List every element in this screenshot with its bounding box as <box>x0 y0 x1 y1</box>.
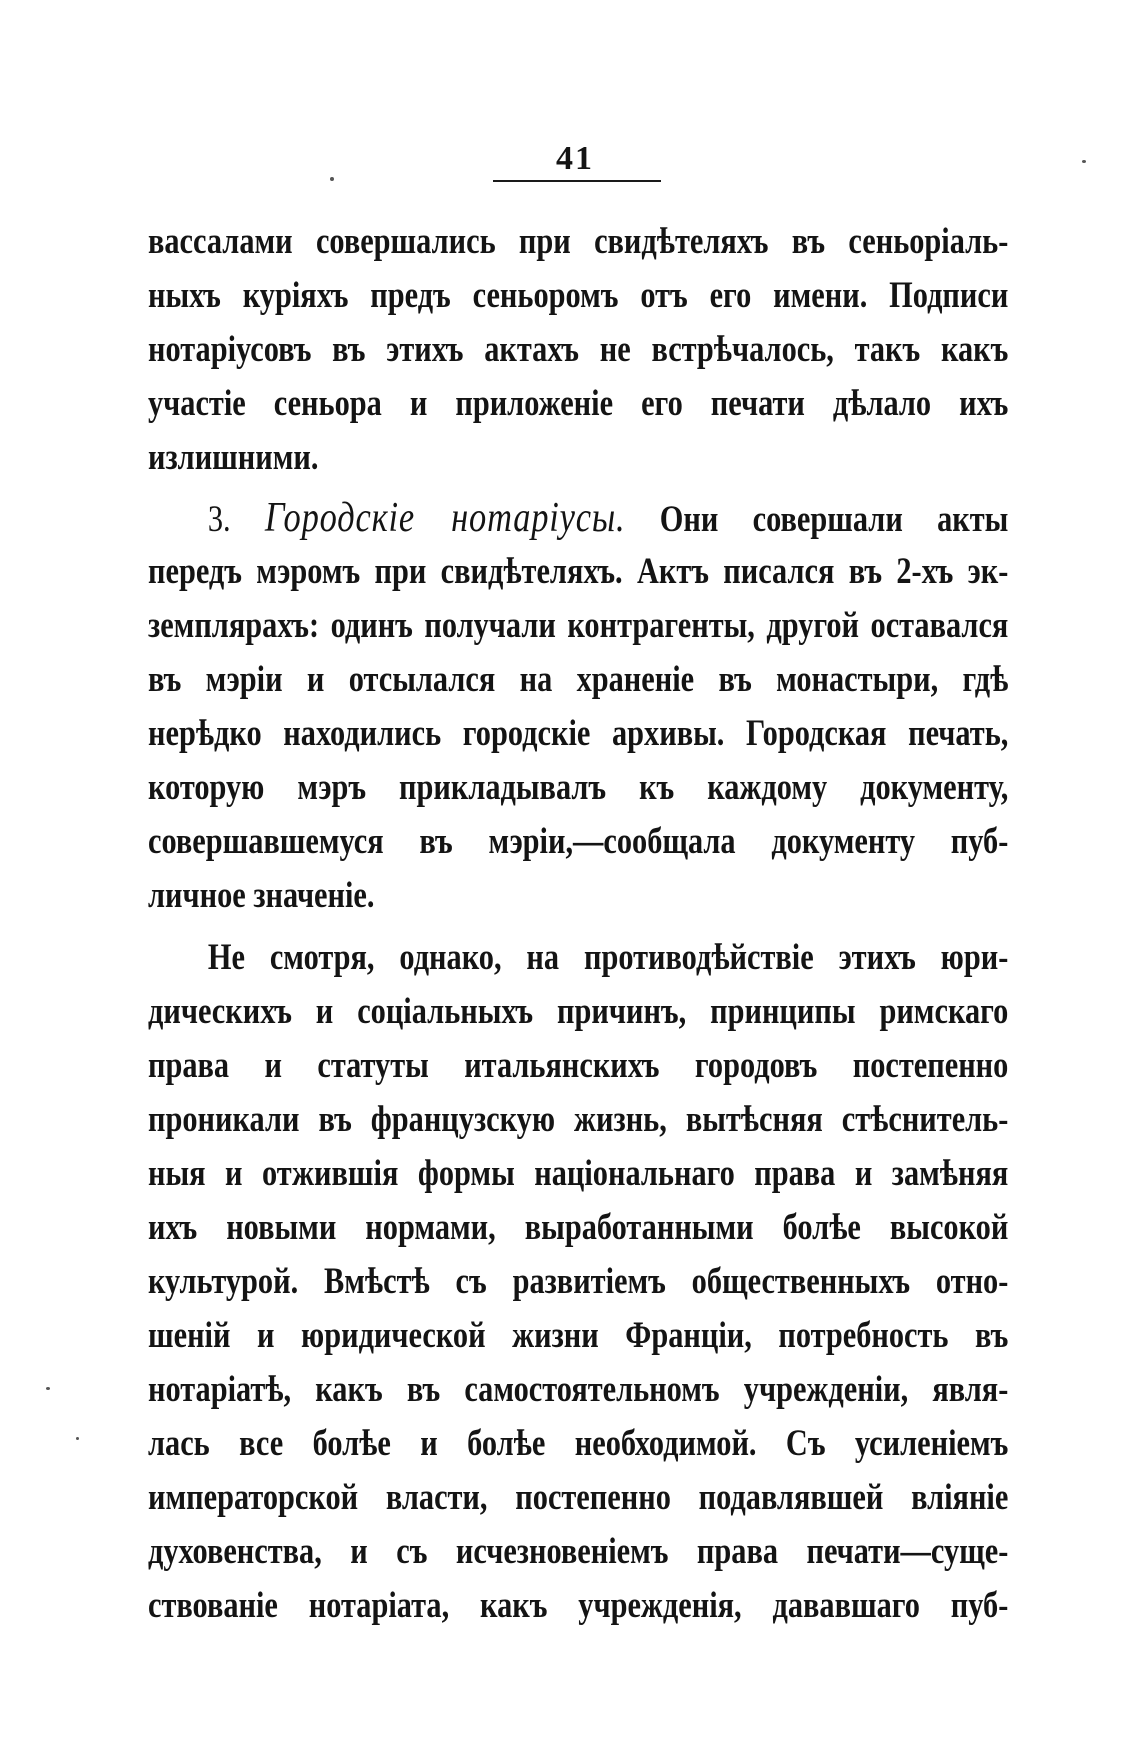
text-line: вассалами совершались при свидѣтеляхъ въ сеньоріаль- <box>148 221 1009 262</box>
text-line: проникали въ французскую жизнь, вытѣсняя стѣснитель- <box>148 1099 1009 1140</box>
paragraph <box>148 215 1008 485</box>
text-line: нотаріатѣ, какъ въ самостоятельномъ учрежденіи, явля- <box>148 1369 1009 1410</box>
text-line: передъ мэромъ при свидѣтеляхъ. Актъ писался въ 2-хъ эк- <box>148 551 1009 592</box>
text-line: императорской власти, постепенно подавлявшей вліяніе <box>148 1477 1009 1518</box>
text-line: ныя и отжившія формы національнаго права и замѣняя <box>148 1153 1009 1194</box>
ink-speck <box>330 177 334 181</box>
ink-speck <box>46 1387 50 1390</box>
header-rule <box>493 180 661 182</box>
text-line: духовенства, и съ исчезновеніемъ права печати—суще- <box>148 1531 1009 1572</box>
text-line: земплярахъ: одинъ получали контрагенты, другой оставался <box>148 605 1009 646</box>
text-line: дическихъ и соціальныхъ причинъ, принципы римскаго <box>148 991 1009 1032</box>
ink-speck <box>76 1437 79 1440</box>
text-line: нотаріусовъ въ этихъ актахъ не встрѣчалось, такъ какъ <box>148 329 1009 370</box>
text-line: Не смотря, однако, на противодѣйствіе этихъ юри- <box>207 937 1009 978</box>
text-line: участіе сеньора и приложеніе его печати дѣлало ихъ <box>148 383 1009 424</box>
text-line: ныхъ куріяхъ предъ сеньоромъ отъ его имени. Подписи <box>148 275 1009 316</box>
text-line: излишними. <box>148 437 319 478</box>
text-line: ихъ новыми нормами, выработанными болѣе высокой <box>148 1207 1009 1248</box>
text-line: которую мэръ прикладывалъ къ каждому документу, <box>148 767 1009 808</box>
text-line: личное значеніе. <box>148 875 375 916</box>
section-heading-line <box>148 491 1008 545</box>
section-number: 3. <box>207 499 231 540</box>
paragraph <box>148 931 1008 1633</box>
text-line: нерѣдко находились городскіе архивы. Городская печать, <box>148 713 1009 754</box>
paragraph <box>148 491 1008 923</box>
text-line: совершавшемуся въ мэріи,—сообщала документу пуб- <box>148 821 1009 862</box>
body-text <box>148 215 1008 1633</box>
text-fragment: Они совершали акты <box>659 499 1009 540</box>
text-line: культурой. Вмѣстѣ съ развитіемъ общественныхъ отно- <box>148 1261 1009 1302</box>
ink-speck <box>1082 160 1086 163</box>
page-number: 41 <box>556 140 594 177</box>
section-heading: Городскіе нотаріусы. <box>264 495 626 541</box>
text-line: въ мэріи и отсылался на храненіе въ монастыри, гдѣ <box>148 659 1009 700</box>
text-line: шеній и юридической жизни Франціи, потребность въ <box>148 1315 1009 1356</box>
text-line: лась все болѣе и болѣе необходимой. Съ усиленіемъ <box>148 1423 1009 1464</box>
text-line: права и статуты итальянскихъ городовъ постепенно <box>148 1045 1009 1086</box>
text-line: ствованіе нотаріата, какъ учрежденія, дававшаго пуб- <box>148 1585 1009 1626</box>
